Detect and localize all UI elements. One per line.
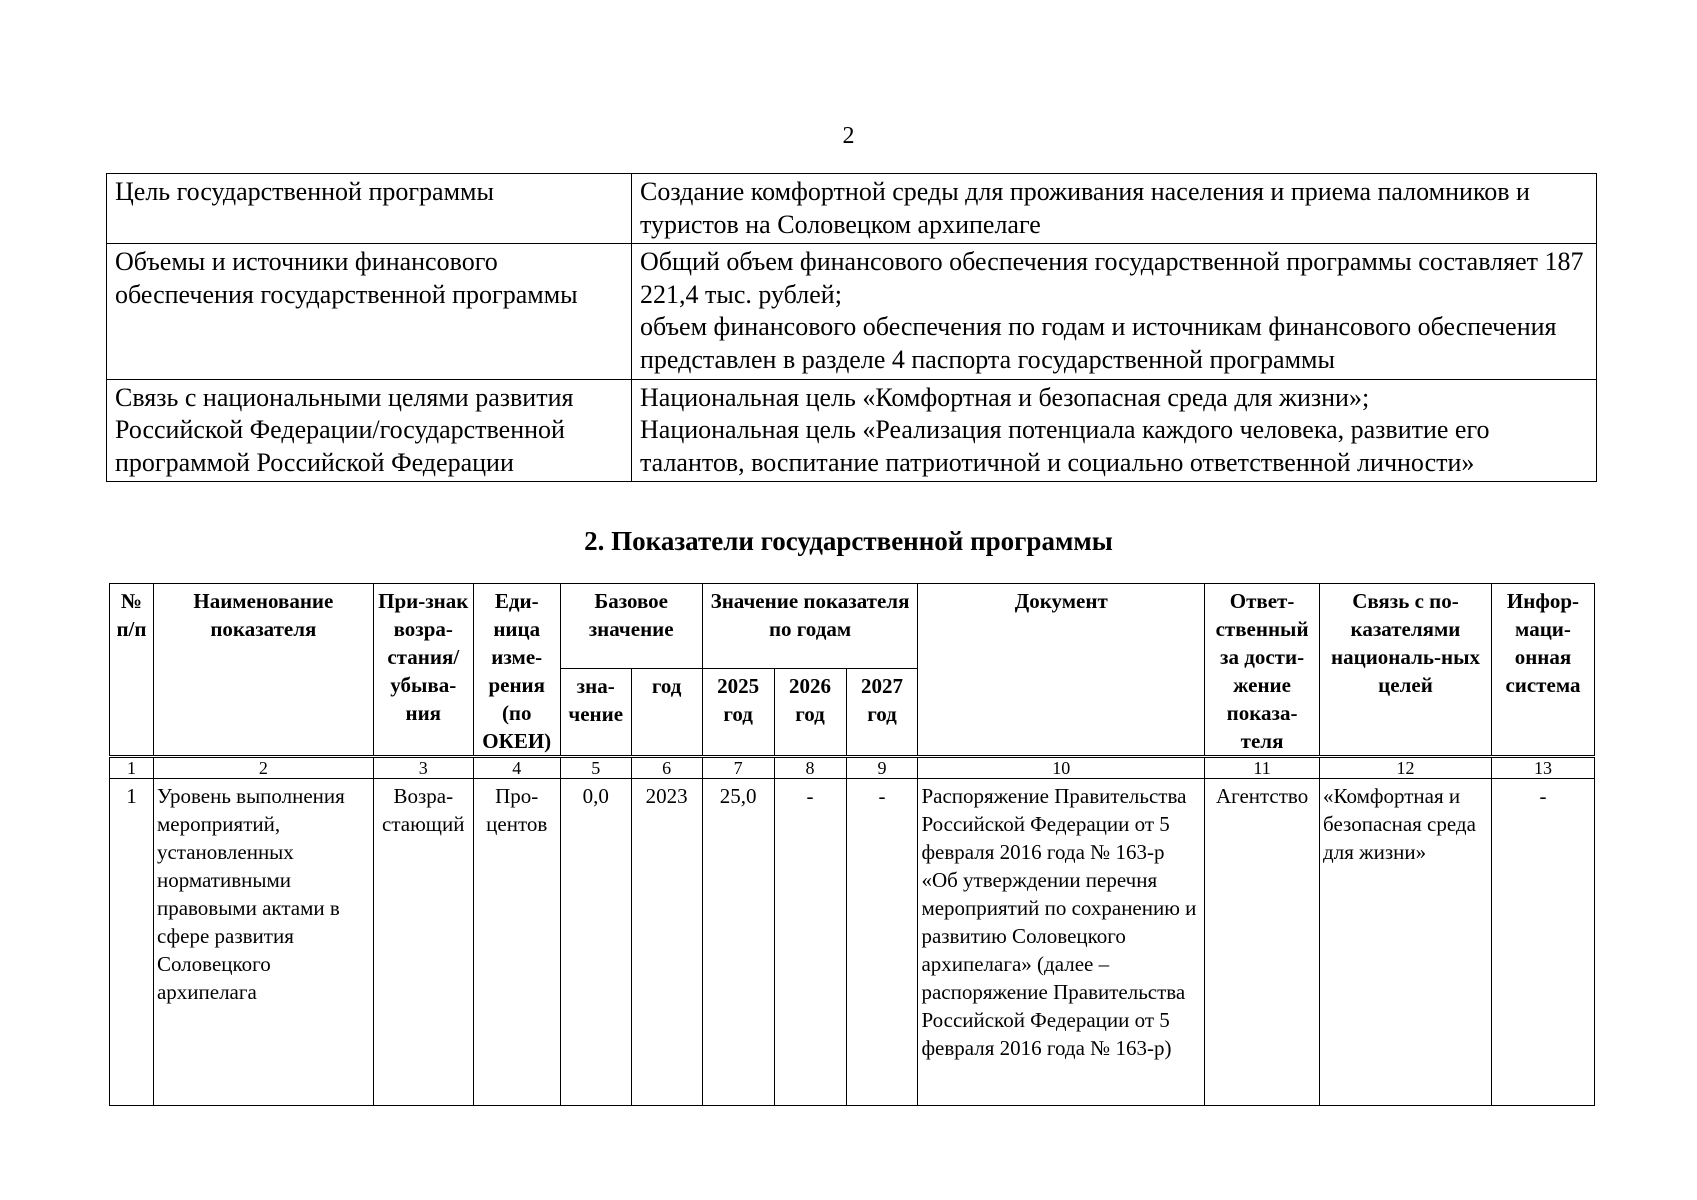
- column-number: 3: [373, 757, 473, 779]
- passport-value-line: Национальная цель «Комфортная и безопасная среда для жизни»;: [640, 382, 1370, 412]
- cell-base-value: 0,0: [560, 779, 631, 1106]
- passport-value-line: Общий объем финансового обеспечения государственной программы составляет 187 221,4 тыс. рублей;: [640, 247, 1584, 309]
- program-passport-table: [106, 173, 1597, 482]
- header-base-value: зна-чение: [560, 668, 631, 756]
- cell-responsible: Агентство: [1205, 779, 1320, 1106]
- cell-name: Уровень выполнения мероприятий, установленных нормативными правовыми актами в сфере развития Соловецкого архипелага: [153, 779, 373, 1106]
- header-values-by-year: Значение показателя по годам: [702, 584, 918, 669]
- page-number: 2: [842, 123, 855, 149]
- header-document: Документ: [918, 584, 1205, 757]
- cell-num: 1: [110, 779, 154, 1106]
- passport-value: Создание комфортной среды для проживания населения и приема паломников и туристов на Соловецком архипелаге: [632, 174, 1597, 244]
- column-number: 6: [631, 757, 702, 779]
- cell-2025: 25,0: [702, 779, 774, 1106]
- header-responsible: Ответ-ственный за дости-жение показа-теля: [1205, 584, 1320, 757]
- cell-link: «Комфортная и безопасная среда для жизни»: [1320, 779, 1492, 1106]
- passport-label: Цель государственной программы: [107, 174, 632, 244]
- cell-base-year: 2023: [631, 779, 702, 1106]
- header-year-2026: 2026 год: [774, 668, 846, 756]
- column-number: 9: [846, 757, 918, 779]
- passport-label: Связь с национальными целями развития Российской Федерации/государственной программой Российской Федерации: [107, 379, 632, 482]
- column-numbers-row: [110, 757, 1595, 779]
- cell-infosys: -: [1491, 779, 1594, 1106]
- passport-value-line: Национальная цель «Реализация потенциала каждого человека, развитие его талантов, воспитание патриотичной и социально ответственной личности»: [640, 415, 1490, 477]
- column-number: 2: [153, 757, 373, 779]
- header-base: Базовое значение: [560, 584, 702, 669]
- column-number: 8: [774, 757, 846, 779]
- passport-row-financing: [107, 244, 1597, 379]
- passport-value: [632, 244, 1597, 379]
- header-year-2025: 2025 год: [702, 668, 774, 756]
- column-number: 7: [702, 757, 774, 779]
- table-row: [110, 779, 1595, 1106]
- column-number: 1: [110, 757, 154, 779]
- header-num: № п/п: [110, 584, 154, 757]
- cell-unit: Про-центов: [473, 779, 560, 1106]
- passport-value: [632, 379, 1597, 482]
- header-trend: При-знак возра-стания/ убыва-ния: [373, 584, 473, 757]
- header-link: Связь с по-казателями националь-ных целей: [1320, 584, 1492, 757]
- column-number: 10: [918, 757, 1205, 779]
- header-infosys: Инфор-маци-онная система: [1491, 584, 1594, 757]
- passport-value-line: объем финансового обеспечения по годам и источникам финансового обеспечения представлен в разделе 4 паспорта государственной программы: [640, 312, 1557, 374]
- header-name: Наименование показателя: [153, 584, 373, 757]
- header-row-top: [110, 584, 1595, 669]
- column-number: 13: [1491, 757, 1594, 779]
- header-year-2027: 2027 год: [846, 668, 918, 756]
- cell-trend: Возра-стающий: [373, 779, 473, 1106]
- column-number: 4: [473, 757, 560, 779]
- passport-row-goal: [107, 174, 1597, 244]
- cell-2027: -: [846, 779, 918, 1106]
- indicators-table: [109, 583, 1595, 1106]
- column-number: 11: [1205, 757, 1320, 779]
- section-title: 2. Показатели государственной программы: [584, 526, 1113, 556]
- header-base-year: год: [631, 668, 702, 756]
- passport-label: Объемы и источники финансового обеспечения государственной программы: [107, 244, 632, 379]
- cell-document: Распоряжение Правительства Российской Федерации от 5 февраля 2016 года № 163-р «Об утверждении перечня мероприятий по сохранению и развитию Соловецкого архипелага» (далее – распоряжение Правительства Российской Федерации от 5 февраля 2016 года № 163-р): [918, 779, 1205, 1106]
- passport-row-national-goals: [107, 379, 1597, 482]
- cell-2026: -: [774, 779, 846, 1106]
- column-number: 5: [560, 757, 631, 779]
- column-number: 12: [1320, 757, 1492, 779]
- header-unit: Еди-ница изме-рения (по ОКЕИ): [473, 584, 560, 757]
